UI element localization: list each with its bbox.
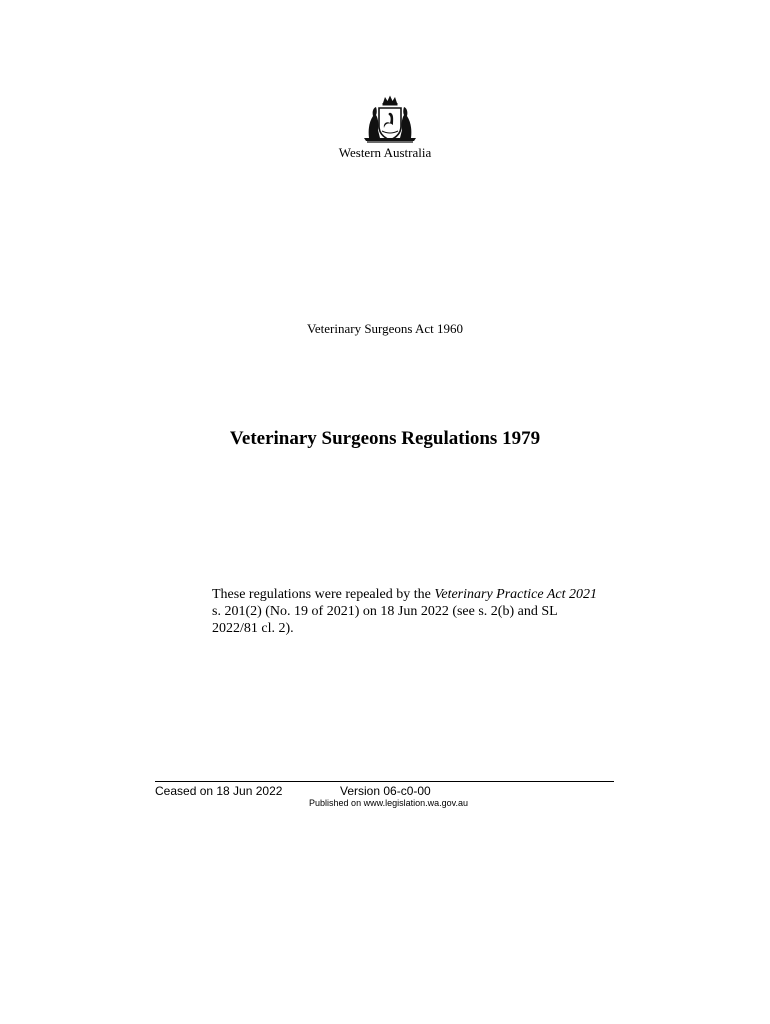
repeal-note	[212, 586, 597, 637]
repeal-note-text-after: s. 201(2) (No. 19 of 2021) on 18 Jun 2022 (see s. 2(b) and SL 2022/81 cl. 2).	[212, 604, 558, 636]
document-title: Veterinary Surgeons Regulations 1979	[229, 428, 541, 449]
repeal-note-act-name: Veterinary Practice Act 2021	[434, 587, 597, 602]
footer-ceased-date: Ceased on 18 Jun 2022	[155, 784, 283, 798]
parent-act-title: Veterinary Surgeons Act 1960	[306, 321, 464, 336]
jurisdiction-name: Western Australia	[338, 145, 432, 160]
footer-divider	[155, 781, 614, 782]
coat-of-arms-icon	[358, 94, 422, 144]
repeal-note-text-before: These regulations were repealed by the	[212, 587, 435, 602]
footer-published-url: Published on www.legislation.wa.gov.au	[309, 798, 468, 808]
footer-version: Version 06-c0-00	[340, 784, 431, 798]
